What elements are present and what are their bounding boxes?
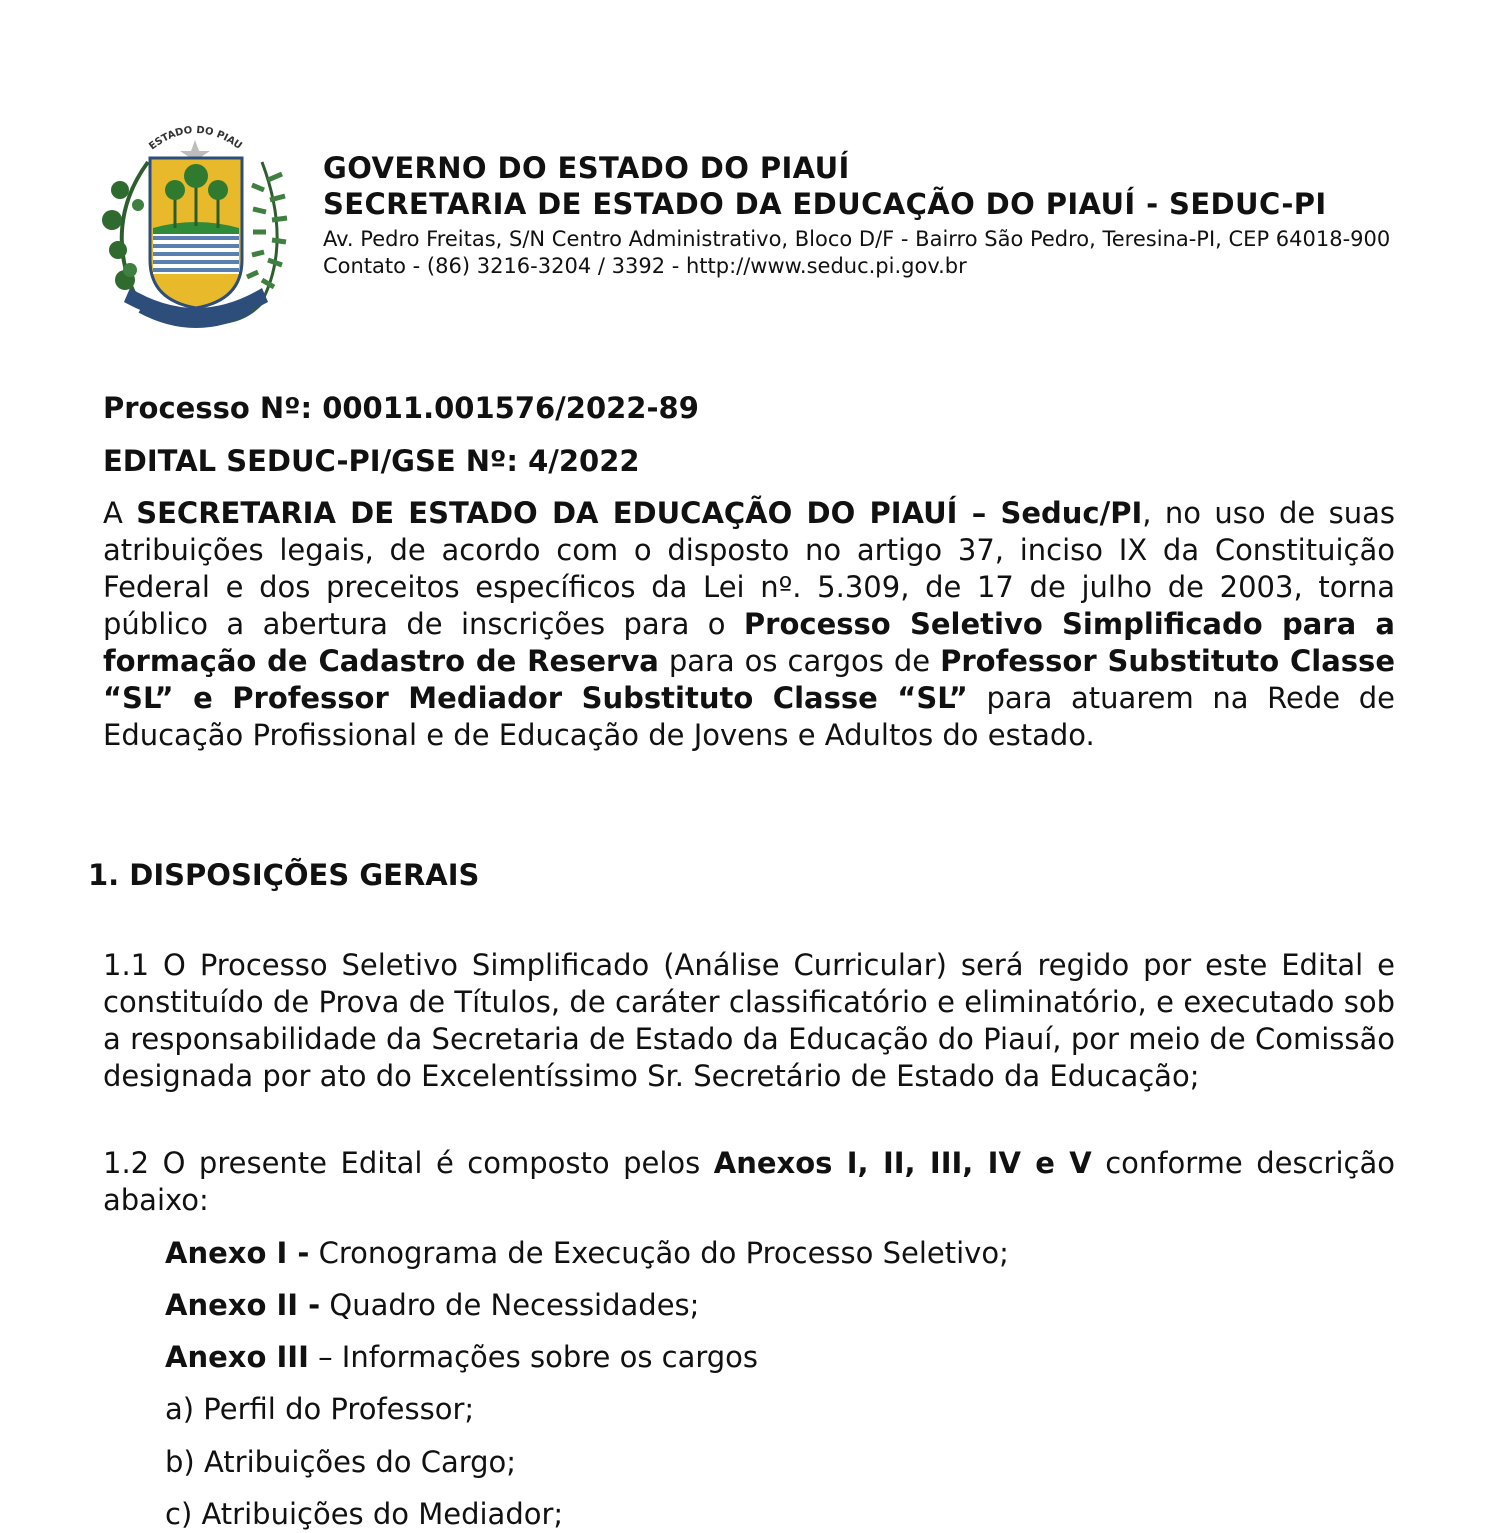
- annex-text: Quadro de Necessidades;: [320, 1288, 700, 1322]
- letterhead: [323, 150, 1413, 280]
- intro-text-4: para atuarem na Rede de Educação Profissional e de Educação de Jovens e Adultos do estado.: [103, 681, 1395, 752]
- secretariat-title: SECRETARIA DE ESTADO DA EDUCAÇÃO DO PIAUÍ - SEDUC-PI: [323, 187, 1327, 221]
- section-heading: 1. DISPOSIÇÕES GERAIS: [88, 858, 480, 892]
- annex-text: Cronograma de Execução do Processo Seletivo;: [309, 1236, 1009, 1270]
- intro-text-1: A: [103, 496, 137, 530]
- intro-text-2: , no uso de suas atribuições legais, de acordo com o disposto no artigo 37, inciso IX da Constituição Federal e dos preceitos específicos da Lei nº. 5.309, de 17 de julho de 2003, torna público a abertura de inscrições para o: [103, 496, 1395, 641]
- intro-paragraph: [103, 495, 1395, 754]
- government-title: GOVERNO DO ESTADO DO PIAUÍ: [323, 151, 850, 185]
- sub-item: c) Atribuições do Mediador;: [165, 1497, 564, 1531]
- intro-text-3: para os cargos de: [658, 644, 941, 678]
- clause-1-2-text-2: conforme descrição abaixo:: [103, 1146, 1395, 1217]
- annex-item: [165, 1235, 1009, 1272]
- svg-text:ESTADO DO PIAUÍ: ESTADO DO PIAU: [147, 124, 244, 153]
- coat-of-arms-icon: [100, 120, 290, 336]
- clause-1-2: [103, 1145, 1395, 1219]
- annex-item: [165, 1339, 758, 1376]
- annex-text: – Informações sobre os cargos: [308, 1340, 759, 1374]
- intro-bold-positions: Professor Substituto Classe “SL” e Professor Mediador Substituto Classe “SL”: [103, 644, 1395, 715]
- annex-item: [165, 1287, 699, 1324]
- annex-label: Anexo I -: [165, 1236, 310, 1270]
- clause-1-2-bold: Anexos I, II, III, IV e V: [713, 1146, 1092, 1180]
- edital-title: EDITAL SEDUC-PI/GSE Nº: 4/2022: [103, 444, 640, 478]
- address-line: Av. Pedro Freitas, S/N Centro Administrativo, Bloco D/F - Bairro São Pedro, Teresina-PI, CEP 64018-900: [323, 227, 1391, 251]
- intro-bold-secretariat: SECRETARIA DE ESTADO DA EDUCAÇÃO DO PIAUÍ – Seduc/PI: [136, 496, 1143, 530]
- clause-1-1: 1.1 O Processo Seletivo Simplificado (Análise Curricular) será regido por este Edital e constituído de Prova de Títulos, de caráter classificatório e eliminatório, e executado sob a responsabilidade da Secretaria de Estado da Educação do Piauí, por meio de Comissão designada por ato do Excelentíssimo Sr. Secretário de Estado da Educação;: [103, 948, 1395, 1093]
- annex-label: Anexo II -: [165, 1288, 321, 1322]
- intro-bold-process: Processo Seletivo Simplificado para a formação de Cadastro de Reserva: [103, 607, 1395, 678]
- sub-item: a) Perfil do Professor;: [165, 1392, 475, 1426]
- process-number: Processo Nº: 00011.001576/2022-89: [103, 391, 699, 425]
- clause-1-2-text-1: 1.2 O presente Edital é composto pelos: [103, 1146, 714, 1180]
- sub-item: b) Atribuições do Cargo;: [165, 1445, 517, 1479]
- contact-line: Contato - (86) 3216-3204 / 3392 - http://www.seduc.pi.gov.br: [323, 254, 967, 278]
- annex-label: Anexo III: [165, 1340, 309, 1374]
